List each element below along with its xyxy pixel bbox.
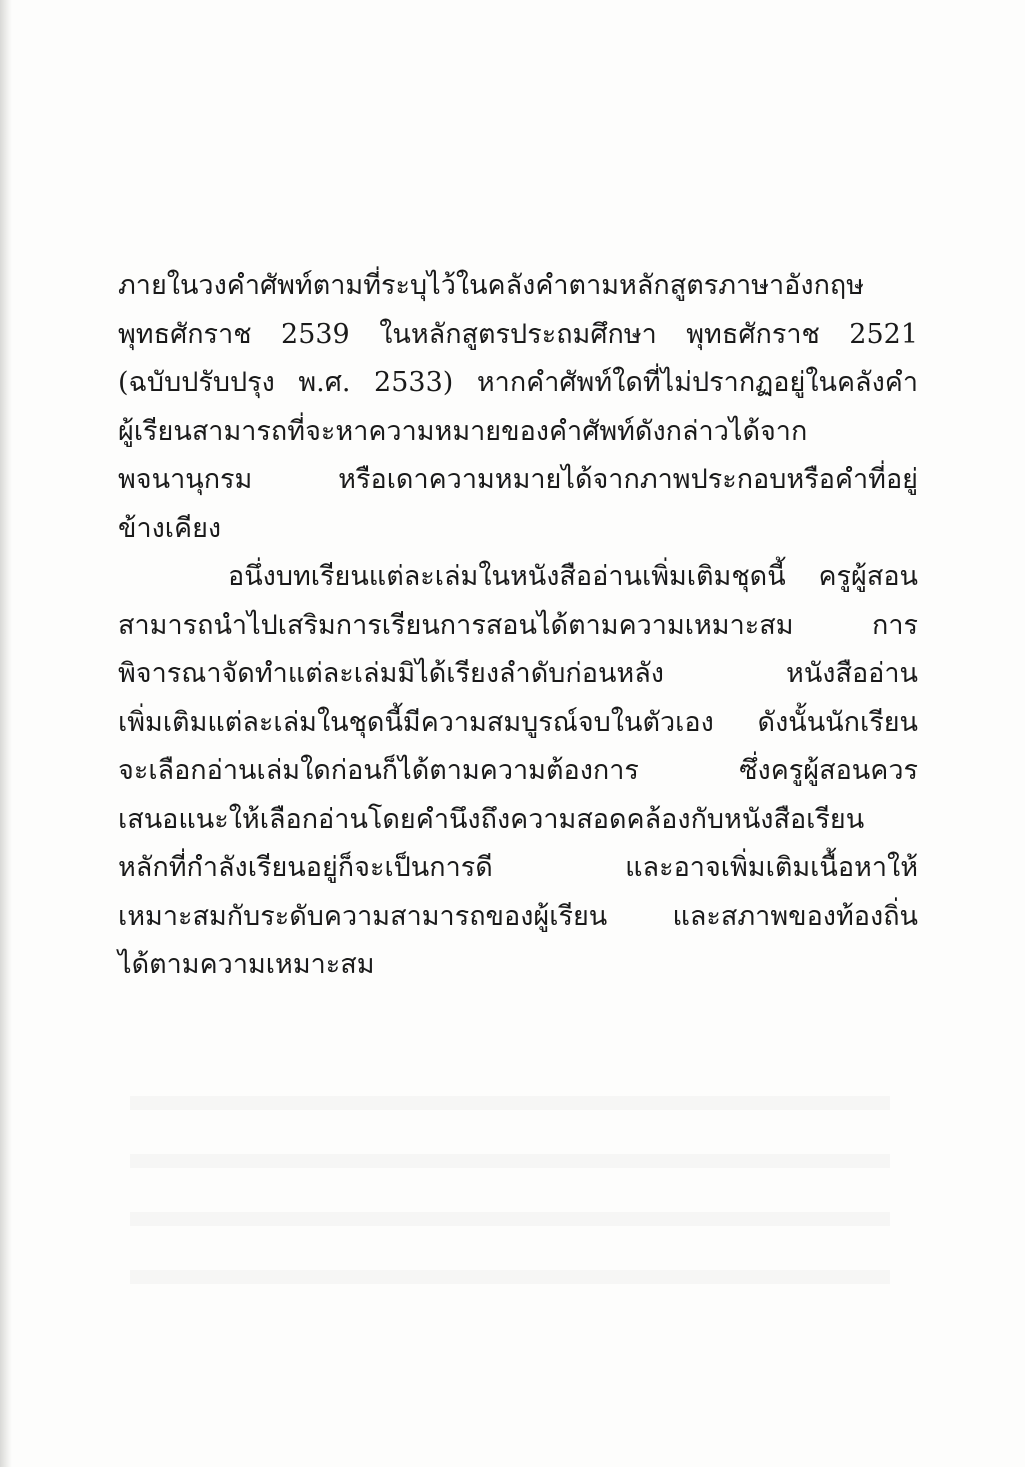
text-line: สามารถนำไปเสริมการเรียนการสอนได้ตามความเหมาะสม การ xyxy=(118,609,918,641)
text-line: เพิ่มเติมแต่ละเล่มในชุดนี้มีความสมบูรณ์จบในตัวเอง ดังนั้นนักเรียน xyxy=(118,706,918,738)
page-edge-shadow xyxy=(0,0,12,1467)
paragraph-2 xyxy=(118,553,918,990)
text-line: พุทธศักราช 2539 ในหลักสูตรประถมศึกษา พุทธศักราช 2521 xyxy=(118,318,918,350)
paragraph-1 xyxy=(118,262,918,553)
text-line: อนึ่งบทเรียนแต่ละเล่มในหนังสืออ่านเพิ่มเติมชุดนี้ ครูผู้สอน xyxy=(228,561,918,592)
text-line: พิจารณาจัดทำแต่ละเล่มมิได้เรียงลำดับก่อนหลัง หนังสืออ่าน xyxy=(118,658,918,689)
text-line: เสนอแนะให้เลือกอ่านโดยคำนึงถึงความสอดคล้องกับหนังสือเรียน xyxy=(118,803,865,835)
text-line: ข้างเคียง xyxy=(118,512,222,544)
text-line: หลักที่กำลังเรียนอยู่ก็จะเป็นการดี และอาจเพิ่มเติมเนื้อหาให้ xyxy=(118,852,918,883)
text-line: ได้ตามความเหมาะสม xyxy=(118,949,375,980)
text-line: พจนานุกรม หรือเดาความหมายได้จากภาพประกอบหรือคำที่อยู่ xyxy=(118,464,918,495)
body-text xyxy=(118,262,918,990)
bleed-through-texture xyxy=(130,1070,890,1320)
text-line: เหมาะสมกับระดับความสามารถของผู้เรียน และสภาพของท้องถิ่น xyxy=(118,900,918,932)
text-line: ภายในวงคำศัพท์ตามที่ระบุไว้ในคลังคำตามหลักสูตรภาษาอังกฤษ xyxy=(118,270,865,301)
text-line: (ฉบับปรับปรุง พ.ศ. 2533) หากคำศัพท์ใดที่ไม่ปรากฏอยู่ในคลังคำ xyxy=(118,367,918,398)
text-line: จะเลือกอ่านเล่มใดก่อนก็ได้ตามความต้องการ ซึ่งครูผู้สอนควร xyxy=(118,755,918,786)
text-line: ผู้เรียนสามารถที่จะหาความหมายของคำศัพท์ดังกล่าวได้จาก xyxy=(118,415,808,447)
